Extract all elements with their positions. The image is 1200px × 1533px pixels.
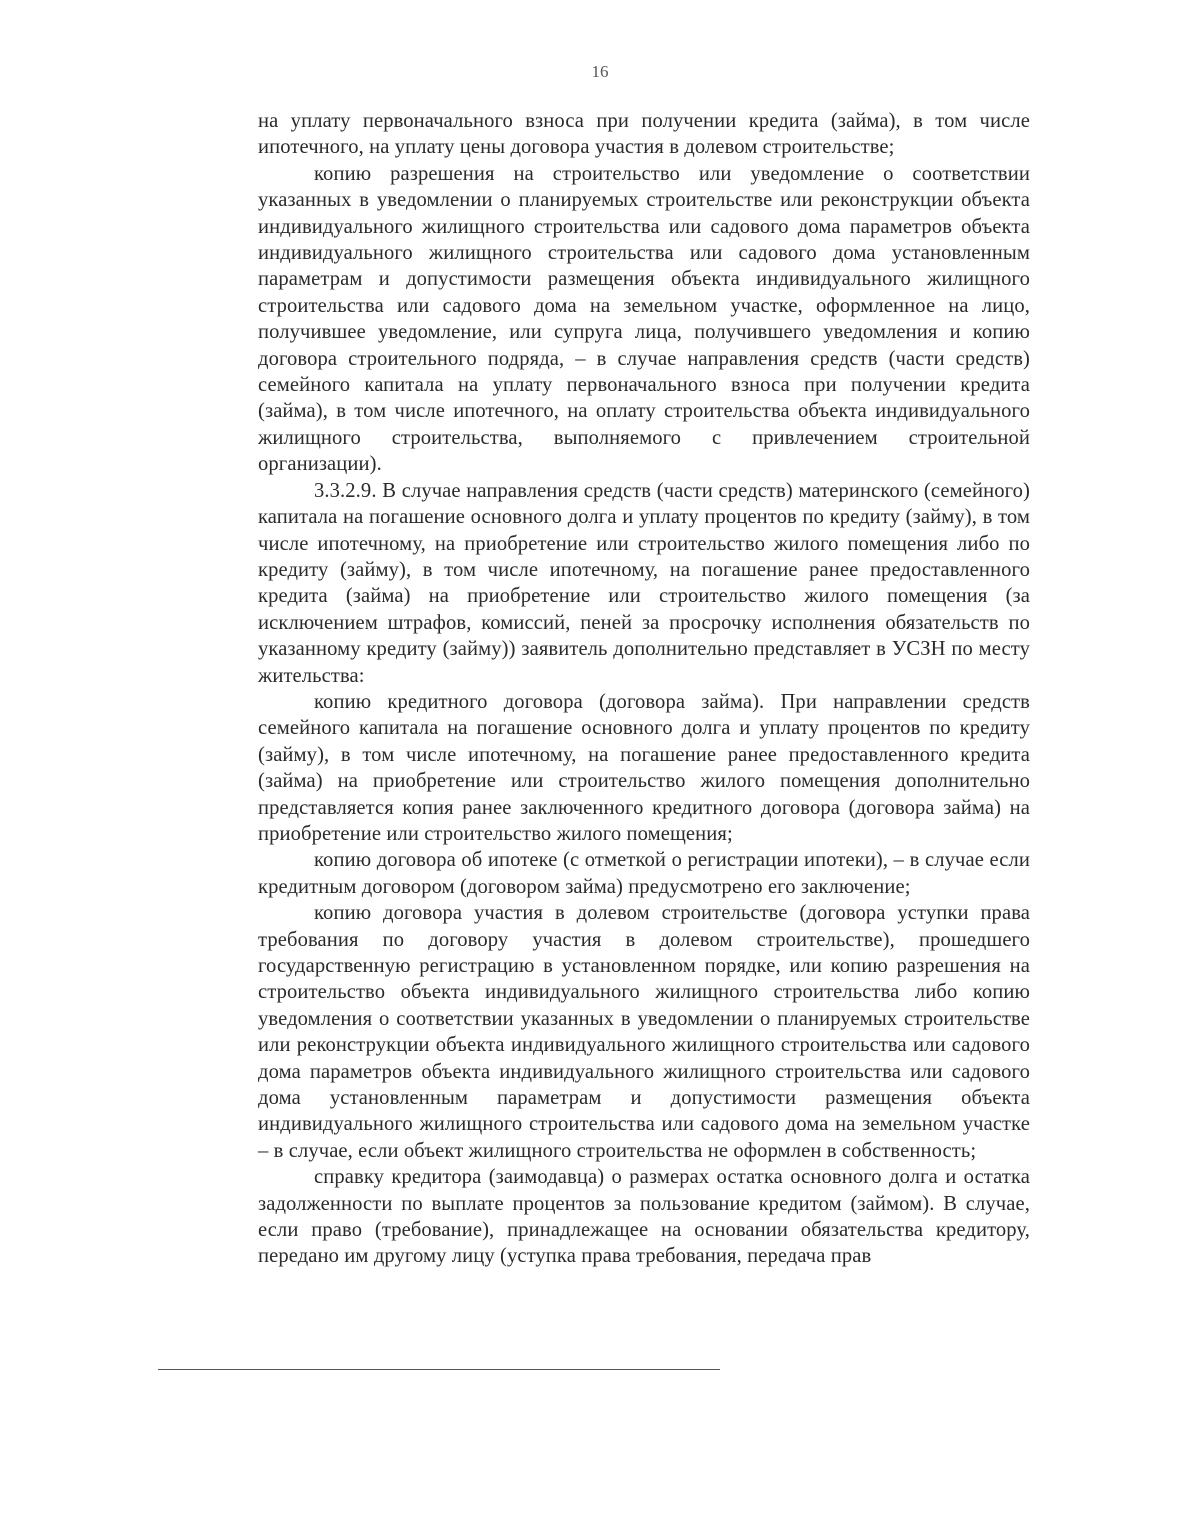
paragraph-continuation: на уплату первоначального взноса при получении кредита (займа), в том числе ипотечного, на уплату цены договора участия в долевом строительстве; [258,110,1030,159]
document-body [258,108,1030,1270]
paragraph-mortgage-agreement: копию договора об ипотеке (с отметкой о регистрации ипотеки), – в случае если кредитным договором (договором займа) предусмотрено его заключение; [258,849,1030,898]
paragraph-section-3-3-2-9: 3.3.2.9. В случае направления средств (части средств) материнского (семейного) капитала на погашение основного долга и уплату процентов по кредиту (займу), в том числе ипотечному, на приобретение или строительство жилого помещения либо по кредиту (займу), в том числе ипотечному, на погашение ранее предоставленного кредита (займа) на приобретение или строительство жилого помещения (за исключением штрафов, комиссий, пеней за просрочку исполнения обязательств по указанному кредиту (займу)) заявитель дополнительно представляет в УСЗН по месту жительства: [258,479,1030,687]
paragraph-building-permit: копию разрешения на строительство или уведомление о соответствии указанных в уведомлении о планируемых строительстве или реконструкции объекта индивидуального жилищного строительства или садового дома параметров объекта индивидуального жилищного строительства или садового дома установленным параметрам и допустимости размещения объекта индивидуального жилищного строительства или садового дома на земельном участке, оформленное на лицо, получившее уведомление, или супруга лица, получившего уведомления и копию договора строительного подряда, – в случае направления средств (части средств) семейного капитала на уплату первоначального взноса при получении кредита (займа), в том числе ипотечного, на оплату строительства объекта индивидуального жилищного строительства, выполняемого с привлечением строительной организации). [258,162,1030,476]
paragraph-creditor-certificate: справку кредитора (заимодавца) о размерах остатка основного долга и остатка задолженности по выплате процентов за пользование кредитом (займом). В случае, если право (требование), принадлежащее на основании обязательства кредитору, передано им другому лицу (уступка права требования, передача прав [258,1166,1030,1268]
page-number: 16 [591,62,609,81]
paragraph-shared-construction: копию договора участия в долевом строительстве (договора уступки права требования по договору участия в долевом строительстве), прошедшего государственную регистрацию в установленном порядке, или копию разрешения на строительство объекта индивидуального жилищного строительства либо копию уведомления о соответствии указанных в уведомлении о планируемых строительстве или реконструкции объекта индивидуального жилищного строительства или садового дома параметров объекта индивидуального жилищного строительства или садового дома установленным параметрам и допустимости размещения объекта индивидуального жилищного строительства или садового дома на земельном участке – в случае, если объект жилищного строительства не оформлен в собственность; [258,902,1030,1162]
footnote-separator-line [158,1369,720,1370]
paragraph-credit-agreement: копию кредитного договора (договора займа). При направлении средств семейного капитала на погашение основного долга и уплату процентов по кредиту (займу), в том числе ипотечному, на погашение ранее предоставленного кредита (займа) на приобретение или строительство жилого помещения дополнительно представляется копия ранее заключенного кредитного договора (договора займа) на приобретение или строительство жилого помещения; [258,690,1030,845]
